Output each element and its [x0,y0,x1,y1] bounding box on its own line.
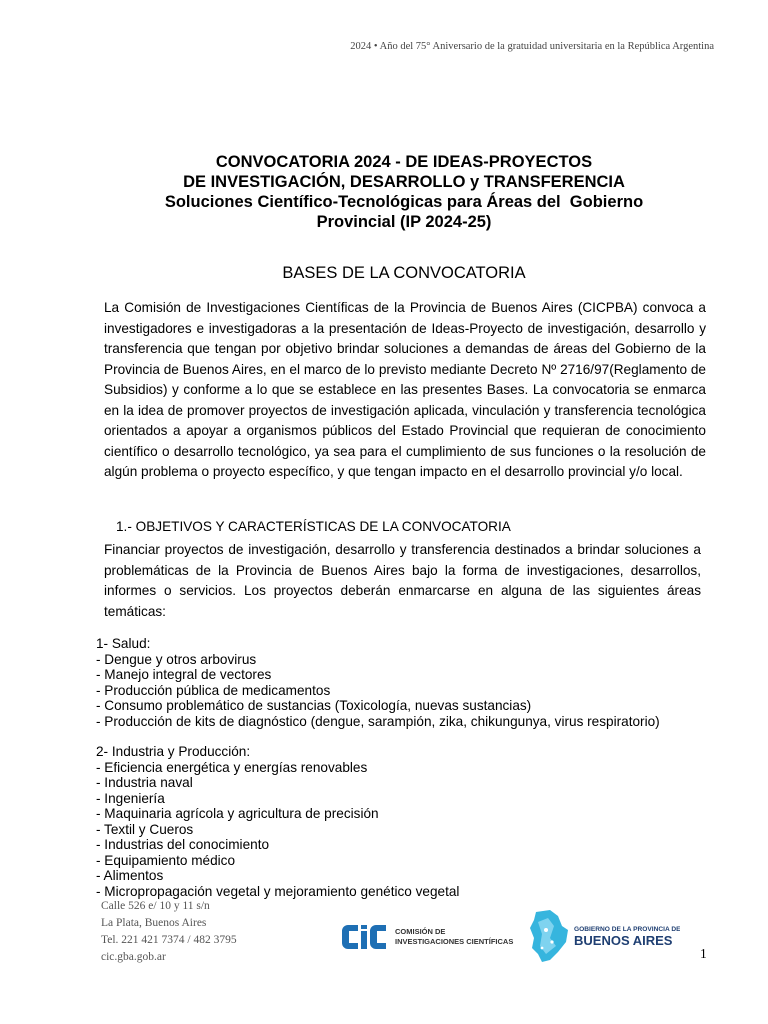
title-line-3: Soluciones Científico-Tecnológicas para Áreas del Gobierno [164,193,644,211]
title-line-1: CONVOCATORIA 2024 - DE IDEAS-PROYECTOS [215,153,593,171]
ba-logo-text-2: BUENOS AIRES [574,933,673,948]
section-1-body: Financiar proyectos de investigación, desarrollo y transferencia destinados a brindar soluciones a problemáticas de la Provincia de Buenos Aires bajo la forma de investigaciones, desarrollos, informes o servicios. Los proyectos deberán enmarcarse en alguna de las siguientes áreas temáticas: [104,542,701,619]
cic-logo [340,920,520,954]
list-item: - Producción de kits de diagnóstico (dengue, sarampión, zika, chikungunya, virus respiratorio) [96,713,660,729]
list-item: - Dengue y otros arbovirus [96,651,257,667]
list-item: - Maquinaria agrícola y agricultura de precisión [96,806,379,821]
list-item: - Industria naval [96,775,193,790]
list-item: - Textil y Cueros [96,821,194,837]
cic-logo-icon [342,925,386,949]
address-line-1: Calle 526 e/ 10 y 11 s/n [101,900,210,912]
website-link[interactable]: cic.gba.gob.ar [101,951,166,963]
intro-paragraph: La Comisión de Investigaciones Científicas de la Provincia de Buenos Aires (CICPBA) convoca a investigadores e investigadoras a la presentación de Ideas-Proyecto de investigación, desarrollo y transferencia que tengan por objetivo brindar soluciones a demandas de áreas del Gobierno de la Provincia de Buenos Aires, en el marco de lo previsto mediante Decreto Nº 2716/97(Reglamento de Subsidios) y conforme a lo que se establece en las presentes Bases. La convocatoria se enmarca en la idea de promover proyectos de investigación aplicada, vinculación y transferencia tecnológica orientados a apoyar a organismos públicos del Estado Provincial que requieran de conocimiento científico o desarrollo tecnológico, ya sea para el cumplimiento de sus funciones o la resolución de algún problema o proyecto específico, y que tengan impacto en el desarrollo provincial y/o local. [104,300,706,479]
list-item: - Producción pública de medicamentos [96,682,331,698]
list-item: - Equipamiento médico [96,852,236,868]
document-title [96,152,712,232]
list-item: - Micropropagación vegetal y mejoramiento genético vegetal [96,883,460,899]
cic-logo-text-2: INVESTIGACIONES CIENTÍFICAS [395,937,514,946]
page-number: 1 [700,946,707,961]
ba-logo-text-1: GOBIERNO DE LA PROVINCIA DE [574,926,680,933]
header-note: 2024 • Año del 75° Aniversario de la gratuidad universitaria en la República Argentina [350,41,714,52]
area-group-industria [96,744,736,899]
title-line-2: DE INVESTIGACIÓN, DESARROLLO y TRANSFERENCIA [183,173,625,191]
bases-heading: BASES DE LA CONVOCATORIA [282,264,526,282]
area-title: 2- Industria y Producción: [96,744,251,759]
area-title: 1- Salud: [96,636,151,651]
list-item: - Ingeniería [96,790,165,806]
address-line-2: La Plata, Buenos Aires [101,917,207,929]
list-item: - Consumo problemático de sustancias (Toxicología, nuevas sustancias) [96,698,532,713]
buenos-aires-logo [528,908,680,964]
list-item: - Eficiencia energética y energías renovables [96,759,368,775]
area-group-salud [96,636,736,729]
list-item: - Industrias del conocimiento [96,837,270,852]
list-item: - Manejo integral de vectores [96,667,272,682]
title-line-4: Provincial (IP 2024-25) [316,213,492,231]
cic-logo-text-1: COMISIÓN DE [395,927,446,936]
footer-address [101,898,237,966]
buenos-aires-map-icon [530,910,568,962]
section-1-heading: 1.- OBJETIVOS Y CARACTERÍSTICAS DE LA CONVOCATORIA [116,519,511,534]
phone-number: Tel. 221 421 7374 / 482 3795 [101,934,237,946]
list-item: - Alimentos [96,868,164,883]
